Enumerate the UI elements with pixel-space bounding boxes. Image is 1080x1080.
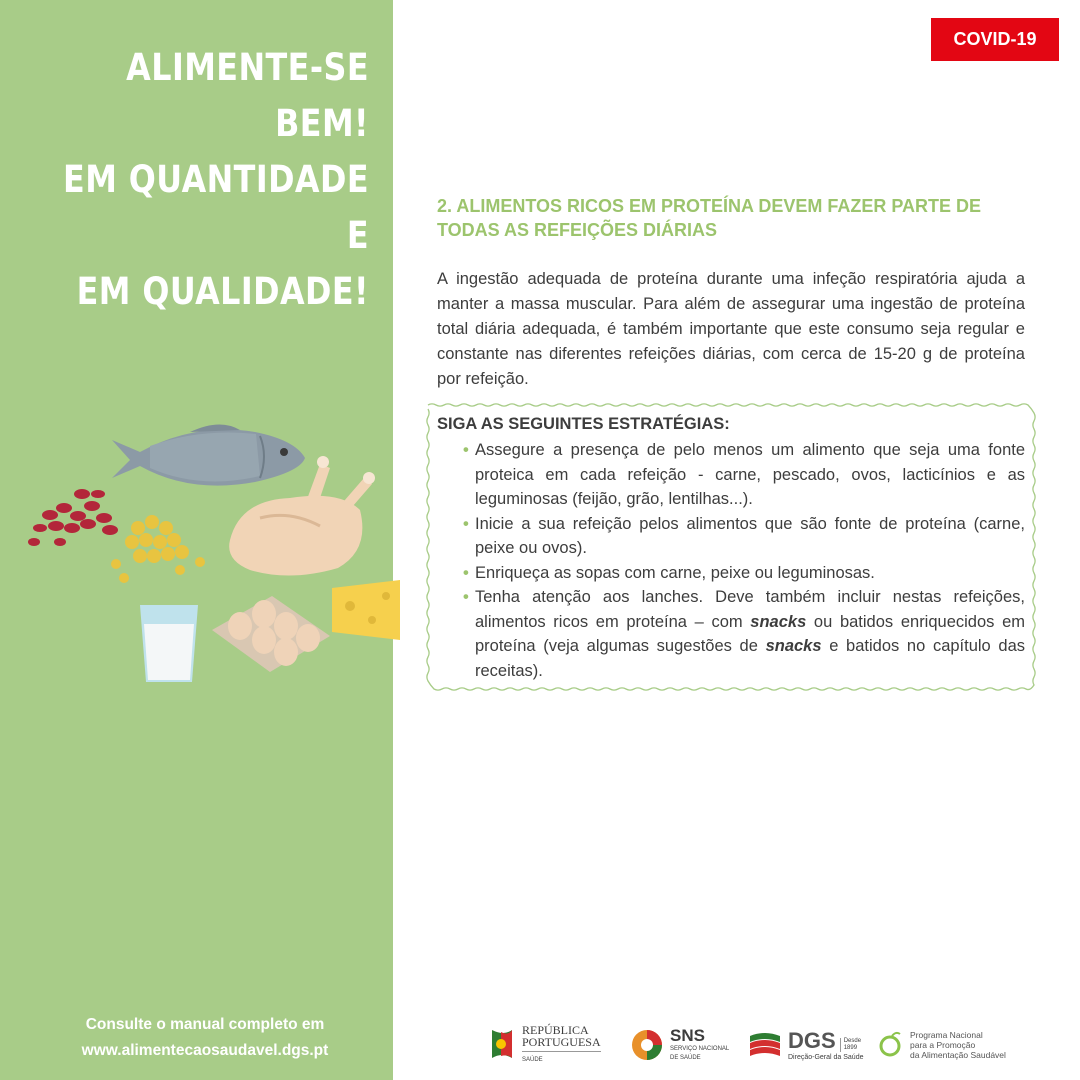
bullet-icon: •: [463, 514, 469, 533]
strategy-text-middle: ou batidos enriquecidos em proteína (veja algumas sugestões de: [475, 612, 1025, 655]
list-item: [463, 438, 1025, 512]
headline-line-2: EM QUANTIDADE E: [63, 158, 370, 257]
headline: [59, 40, 369, 320]
strategy-text-end: e batidos no capítulo das receitas).: [475, 637, 1025, 680]
sns-line-1: SERVIÇO NACIONAL: [670, 1046, 730, 1052]
snacks-term: snacks: [750, 612, 807, 631]
strategy-text: Enriqueça as sopas com carne, peixe ou leguminosas.: [475, 563, 875, 582]
bullet-icon: •: [463, 588, 469, 606]
strategy-text: Inicie a sua refeição pelos alimentos que são fonte de proteína (carne, peixe ou ovos).: [475, 514, 1025, 557]
pnpas-line-3: da Alimentação Saudável: [910, 1050, 1006, 1060]
dgs-title: DGS: [788, 1027, 836, 1053]
strategy-box: [425, 402, 1037, 692]
headline-line-1: ALIMENTE-SE BEM!: [126, 46, 369, 145]
dgs-since-year: 1899: [843, 1044, 858, 1051]
fish-icon: [112, 424, 305, 485]
logo-bar: [490, 1020, 1030, 1070]
covid-badge: COVID-19: [931, 18, 1059, 61]
sns-line-2: DE SAÚDE: [670, 1055, 701, 1061]
section-title-line-1: 2. ALIMENTOS RICOS EM PROTEÍNA DEVEM FAZER PARTE DE: [437, 196, 982, 216]
section-title-line-2: TODAS AS REFEIÇÕES DIÁRIAS: [437, 220, 718, 240]
sns-title: SNS: [670, 1026, 705, 1045]
republica-line-2: PORTUGUESA: [522, 1035, 601, 1049]
left-panel: [0, 0, 393, 1080]
apple-ring-icon: [878, 1031, 904, 1059]
manual-reference-label: Consulte o manual completo em: [85, 1016, 325, 1033]
strategy-title: SIGA AS SEGUINTES ESTRATÉGIAS:: [437, 415, 730, 433]
sns-emblem-icon: [630, 1028, 664, 1062]
list-item: [463, 561, 1025, 586]
dgs-since-label: Desde: [843, 1037, 862, 1044]
kidney-beans-icon: [28, 489, 118, 546]
flag-emblem-icon: [490, 1028, 516, 1062]
bullet-icon: •: [463, 563, 469, 582]
dgs-logo: [748, 1020, 878, 1070]
headline-line-3: EM QUALIDADE!: [76, 270, 369, 313]
milk-glass-icon: [140, 605, 198, 682]
republica-portuguesa-logo: [490, 1020, 610, 1070]
section-title: [437, 194, 1027, 242]
sns-logo: [630, 1020, 740, 1070]
dgs-emblem-icon: [748, 1028, 782, 1062]
list-item: [463, 585, 1025, 683]
pnpas-logo: [878, 1020, 1028, 1070]
cheese-icon: [332, 580, 400, 640]
pnpas-line-1: Programa Nacional: [910, 1030, 983, 1040]
protein-foods-illustration: [20, 410, 400, 710]
dgs-subtitle: Direção-Geral da Saúde: [788, 1053, 864, 1061]
snacks-term: snacks: [765, 637, 822, 655]
intro-paragraph: A ingestão adequada de proteína durante uma infeção respiratória ajuda a manter a massa muscular. Para além de assegurar uma ingestão de proteína total diária adequada, é também importante que este consumo seja regular e constante nas diferentes refeições diárias, com cerca de 15-20 g de proteína por refeição.: [437, 270, 1025, 388]
egg-tray-icon: [212, 596, 330, 672]
bullet-icon: •: [463, 441, 469, 459]
chickpeas-icon: [111, 515, 205, 583]
manual-website-link[interactable]: www.alimentecaosaudavel.dgs.pt: [81, 1042, 329, 1059]
list-item: [463, 512, 1025, 561]
republica-line-1: REPÚBLICA: [522, 1023, 589, 1037]
strategy-list: [463, 438, 1025, 683]
strategy-text-start: Tenha atenção aos lanches. Deve também incluir nestas refeições, alimentos ricos em proteína – com: [475, 588, 1025, 631]
manual-reference: [40, 1012, 370, 1064]
republica-line-3: SAÚDE: [522, 1051, 601, 1066]
pnpas-line-2: para a Promoção: [910, 1040, 976, 1050]
strategy-text: Assegure a presença de pelo menos um alimento que seja uma fonte proteica em cada refeição - carne, pescado, ovos, lacticínios e as leguminosas (feijão, grão, lentilhas...).: [475, 441, 1025, 508]
